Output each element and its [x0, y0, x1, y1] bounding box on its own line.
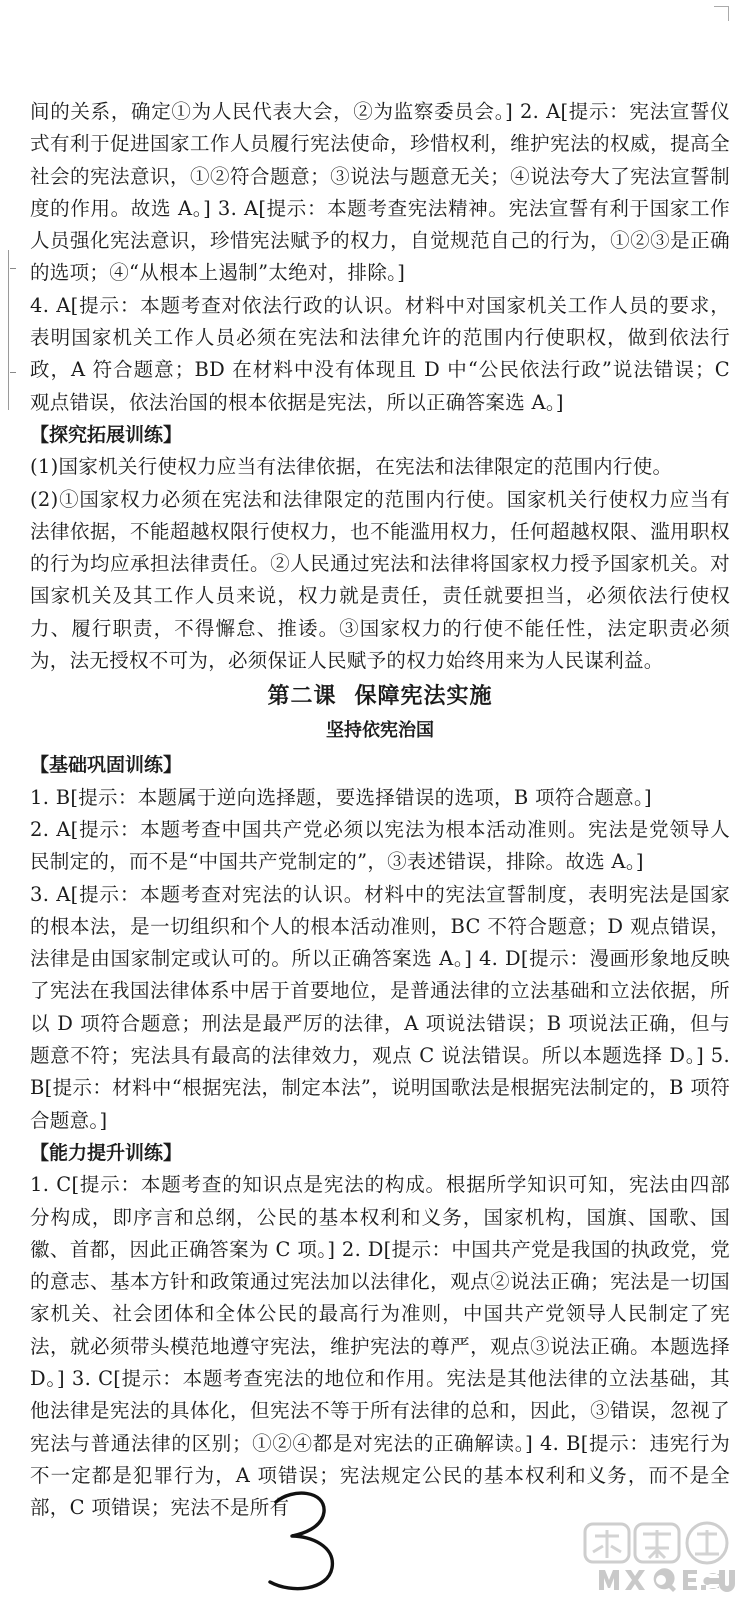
- scan-margin-tick: [10, 268, 16, 269]
- watermark-logo: [579, 1518, 739, 1596]
- scan-margin-tick: [10, 372, 16, 373]
- basic-answer-3: 3. A[提示：本题考查对宪法的认识。材料中的宪法宣誓制度，表明宪法是国家的根本法，是一切组织和个人的根本活动准则，BC 不符合题意；D 观点错误，法律是由国家制定或认可的。所以正确答案选 A。] 4. D[提示：漫画形象地反映了宪法在我国法律体系中居于首要地位，是普通法律的立法基础和立法依据，所以 D 项符合题意；刑法是最严厉的法律，A 项说法错误；B 项说法正确，但与题意不符；宪法具有最高的法律效力，观点 C 说法错误。所以本题选择 D。] 5. B[提示：材料中“根据宪法，制定本法”，说明国歌法是根据宪法制定的，B 项符合题意。]: [30, 882, 730, 1132]
- section-subtitle: 坚持依宪治国: [326, 720, 434, 742]
- basic-answer-2: 2. A[提示：本题考查中国共产党必须以宪法为根本活动准则。宪法是党领导人民制定的，而不是“中国共产党制定的”，③表述错误，排除。故选 A。]: [30, 817, 730, 874]
- answer-para-1: 间的关系，确定①为人民代表大会，②为监察委员会。] 2. A[提示：宪法宣誓仪式有利于促进国家工作人员履行宪法使命，珍惜权利，维护宪法的权威，提高全社会的宪法意识，①②符合题意；③说法与题意无关；④说法夸大了宪法宣誓制度的作用。故选 A。] 3. A[提示：本题考查宪法精神。宪法宣誓有利于国家工作人员强化宪法意识，珍惜宪法赋予的权力，自觉规范自己的行为，①②③是正确的选项；④“从根本上遏制”太绝对，排除。]: [30, 100, 730, 285]
- handwritten-page-number-mark: [262, 1486, 346, 1596]
- lesson-number: 第二课: [267, 684, 337, 710]
- lesson-name: 保障宪法实施: [354, 684, 493, 710]
- scan-margin-line: [8, 250, 9, 410]
- lesson-title: [30, 679, 730, 715]
- heading-explore-training: 【探究拓展训练】: [30, 423, 183, 446]
- ability-answer-1: 1. C[提示：本题考查的知识点是宪法的构成。根据所学知识可知，宪法由四部分构成，即序言和总纲，公民的基本权利和义务，国家机构，国旗、国歌、国徽、首都，因此正确答案为 C 项。] 2. D[提示：中国共产党是我国的执政党，党的意志、基本方针和政策通过宪法加以法律化，观点②说法正确；宪法是一切国家机关、社会团体和全体公民的最高行为准则，中国共产党领导人民制定了宪法，就必须带头模范地遵守宪法，维护宪法的尊严，观点③说法正确。本题选择 D。] 3. C[提示：本题考查宪法的地位和作用。宪法是其他法律的立法基础，其他法律是宪法的具体化，但宪法不等于所有法律的总和，因此，③错误，忽视了宪法与普通法律的区别；①②④都是对宪法的正确解读。] 4. B[提示：违宪行为不一定都是犯罪行为，A 项错误；宪法规定公民的基本权利和义务，而不是全部，C 项错误；宪法不是所有: [30, 1173, 730, 1520]
- explore-answer-1: (1)国家机关行使权力应当有法律依据，在宪法和法律限定的范围内行使。: [30, 455, 673, 479]
- scan-corner-mark: [714, 6, 729, 21]
- explore-answer-2: (2)①国家权力必须在宪法和法律限定的范围内行使。国家机关行使权力应当有法律依据，不能超越权限行使权力，也不能滥用权力，任何超越权限、滥用职权的行为均应承担法律责任。②人民通过宪法和法律将国家权力授予国家机关。对国家机关及其工作人员来说，权力就是责任，责任就要担当，必须依法行使权力、履行职责，不得懈怠、推诿。③国家权力的行使不能任性，法定职责必须为，法无授权不可为，必须保证人民赋予的权力始终用来为人民谋利益。: [30, 487, 730, 673]
- answer-content: [30, 96, 730, 1524]
- heading-basic-training: 【基础巩固训练】: [30, 754, 183, 777]
- basic-answer-1: 1. B[提示：本题属于逆向选择题，要选择错误的选项，B 项符合题意。]: [30, 785, 652, 809]
- heading-ability-training: 【能力提升训练】: [30, 1141, 183, 1164]
- answer-para-2: 4. A[提示：本题考查对依法行政的认识。材料中对国家机关工作人员的要求，表明国家机关工作人员必须在宪法和法律允许的范围内行使职权，做到依法行政，A 符合题意；BD 在材料中没有体现且 D 中“公民依法行政”说法错误；C 观点错误，依法治国的根本依据是宪法，所以正确答案选 A。]: [30, 293, 730, 414]
